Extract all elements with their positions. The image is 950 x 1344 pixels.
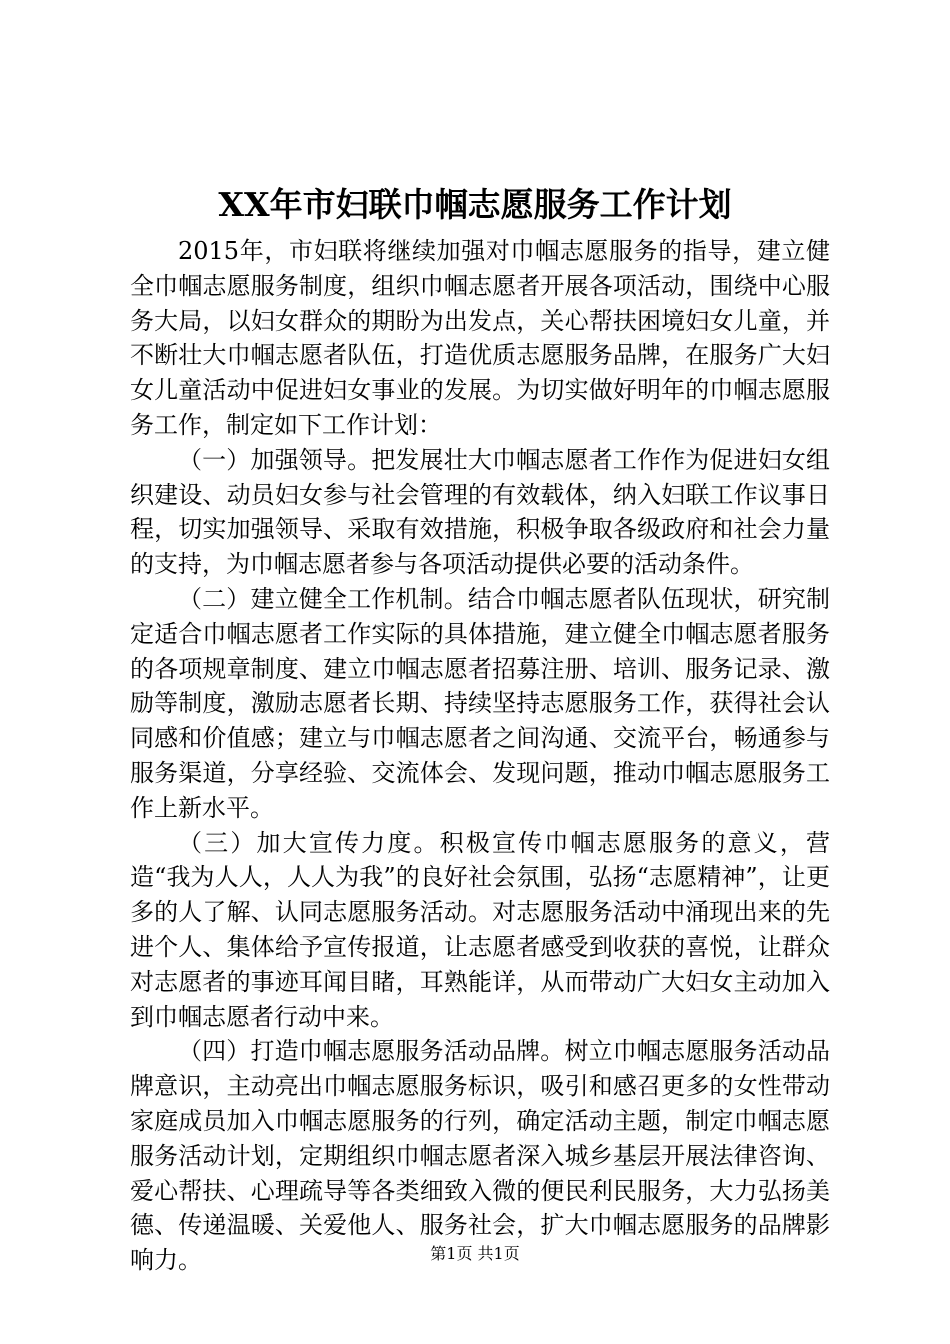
paragraph-section-4: （四）打造巾帼志愿服务活动品牌。树立巾帼志愿服务活动品牌意识，主动亮出巾帼志愿服务标识，吸引和感召更多的女性带动家庭成员加入巾帼志愿服务的行列，确定活动主题，制定巾帼志愿服务活动计划，定期组织巾帼志愿者深入城乡基层开展法律咨询、爱心帮扶、心理疏导等各类细致入微的便民利民服务，大力弘扬美德、传递温暖、关爱他人、服务社会，扩大巾帼志愿服务的品牌影响力。: [130, 1037, 830, 1275]
document-body: [130, 234, 830, 1278]
document-title: XX年市妇联巾帼志愿服务工作计划: [218, 185, 732, 224]
page-number-footer: 第1页 共1页: [430, 1244, 520, 1263]
paragraph-section-3: （三）加大宣传力度。积极宣传巾帼志愿服务的意义，营造“我为人人，人人为我”的良好社会氛围，弘扬“志愿精神”，让更多的人了解、认同志愿服务活动。对志愿服务活动中涌现出来的先进个人、集体给予宣传报道，让志愿者感受到收获的喜悦，让群众对志愿者的事迹耳闻目睹，耳熟能详，从而带动广大妇女主动加入到巾帼志愿者行动中来。: [130, 828, 830, 1031]
paragraph-section-2: （二）建立健全工作机制。结合巾帼志愿者队伍现状，研究制定适合巾帼志愿者工作实际的具体措施，建立健全巾帼志愿者服务的各项规章制度、建立巾帼志愿者招募注册、培训、服务记录、激励等制度，激励志愿者长期、持续坚持志愿服务工作，获得社会认同感和价值感；建立与巾帼志愿者之间沟通、交流平台，畅通参与服务渠道，分享经验、交流体会、发现问题，推动巾帼志愿服务工作上新水平。: [130, 584, 830, 822]
paragraph-section-1: （一）加强领导。把发展壮大巾帼志愿者工作作为促进妇女组织建设、动员妇女参与社会管理的有效载体，纳入妇联工作议事日程，切实加强领导、采取有效措施，积极争取各级政府和社会力量的支持，为巾帼志愿者参与各项活动提供必要的活动条件。: [130, 445, 830, 579]
paragraph-intro: 2015年，市妇联将继续加强对巾帼志愿服务的指导，建立健全巾帼志愿服务制度，组织巾帼志愿者开展各项活动，围绕中心服务大局，以妇女群众的期盼为出发点，关心帮扶困境妇女儿童，并不断壮大巾帼志愿者队伍，打造优质志愿服务品牌，在服务广大妇女儿童活动中促进妇女事业的发展。为切实做好明年的巾帼志愿服务工作，制定如下工作计划：: [130, 237, 830, 439]
